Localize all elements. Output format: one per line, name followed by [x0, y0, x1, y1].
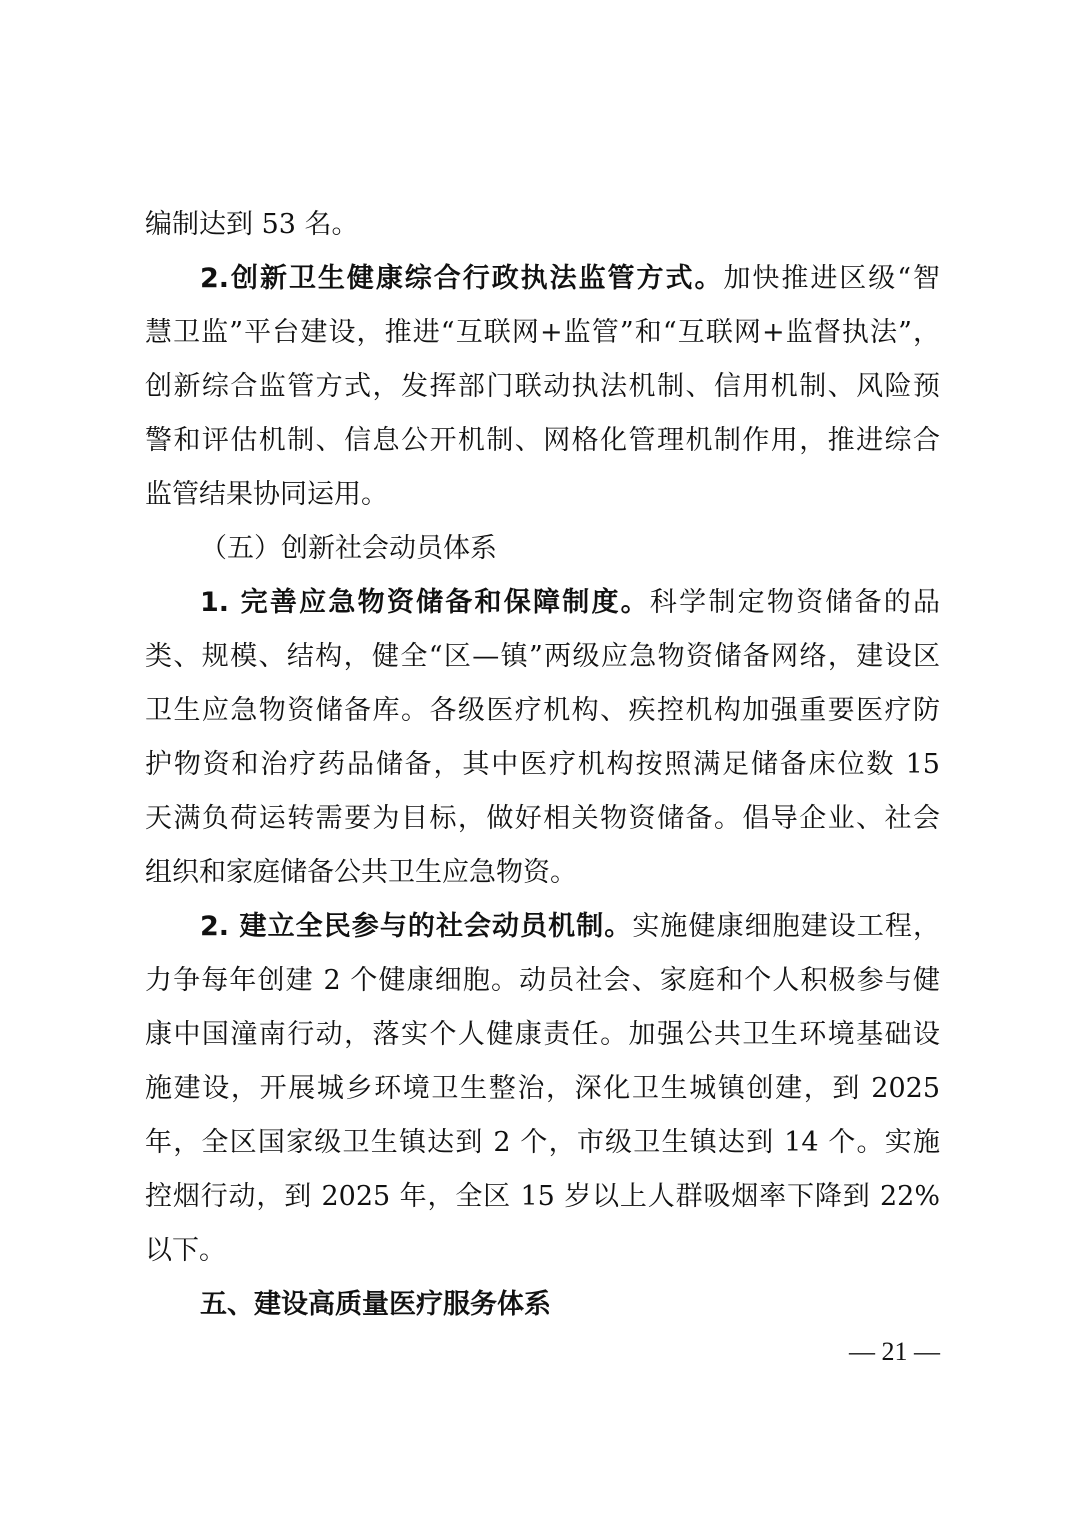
paragraph-line: 康中国潼南行动，落实个人健康责任。加强公共卫生环境基础设: [145, 1019, 940, 1050]
paragraph-line: 1. 完善应急物资储备和保障制度。科学制定物资储备的品: [200, 587, 941, 618]
paragraph-line: 编制达到 53 名。: [145, 209, 359, 240]
paragraph-line: 警和评估机制、信息公开机制、网格化管理机制作用，推进综合: [145, 425, 940, 456]
paragraph-line: 施建设，开展城乡环境卫生整治，深化卫生城镇创建，到 2025: [145, 1073, 940, 1104]
paragraph-line: 力争每年创建 2 个健康细胞。动员社会、家庭和个人积极参与健: [145, 965, 940, 996]
paragraph-line: 2.创新卫生健康综合行政执法监管方式。加快推进区级“智: [200, 263, 940, 294]
item-heading: 2. 建立全民参与的社会动员机制。: [200, 911, 633, 942]
paragraph-line: 控烟行动，到 2025 年，全区 15 岁以上人群吸烟率下降到 22%: [145, 1181, 940, 1212]
paragraph-line: 年，全区国家级卫生镇达到 2 个，市级卫生镇达到 14 个。实施: [145, 1127, 940, 1158]
paragraph-line: 天满负荷运转需要为目标，做好相关物资储备。倡导企业、社会: [145, 803, 940, 834]
item-heading: 1. 完善应急物资储备和保障制度。: [200, 587, 650, 618]
page-number: — 21 —: [849, 1337, 940, 1366]
paragraph-line: 护物资和治疗药品储备，其中医疗机构按照满足储备床位数 15: [145, 749, 940, 780]
paragraph-line: 以下。: [145, 1235, 226, 1266]
paragraph-line: 慧卫监”平台建设，推进“互联网+监管”和“互联网+监督执法”，: [145, 317, 940, 348]
paragraph-line: 创新综合监管方式，发挥部门联动执法机制、信用机制、风险预: [145, 371, 940, 402]
section-heading: 五、建设高质量医疗服务体系: [200, 1289, 551, 1320]
paragraph-line: 卫生应急物资储备库。各级医疗机构、疾控机构加强重要医疗防: [145, 695, 940, 726]
paragraph-line: 监管结果协同运用。: [145, 479, 388, 510]
item-heading: 2.创新卫生健康综合行政执法监管方式。: [200, 263, 724, 294]
paragraph-line: 类、规模、结构，健全“区—镇”两级应急物资储备网络，建设区: [145, 641, 940, 672]
subsection-title: （五）创新社会动员体系: [200, 533, 497, 564]
paragraph-line: 组织和家庭储备公共卫生应急物资。: [145, 857, 577, 888]
paragraph-line: 2. 建立全民参与的社会动员机制。实施健康细胞建设工程，: [200, 911, 940, 942]
